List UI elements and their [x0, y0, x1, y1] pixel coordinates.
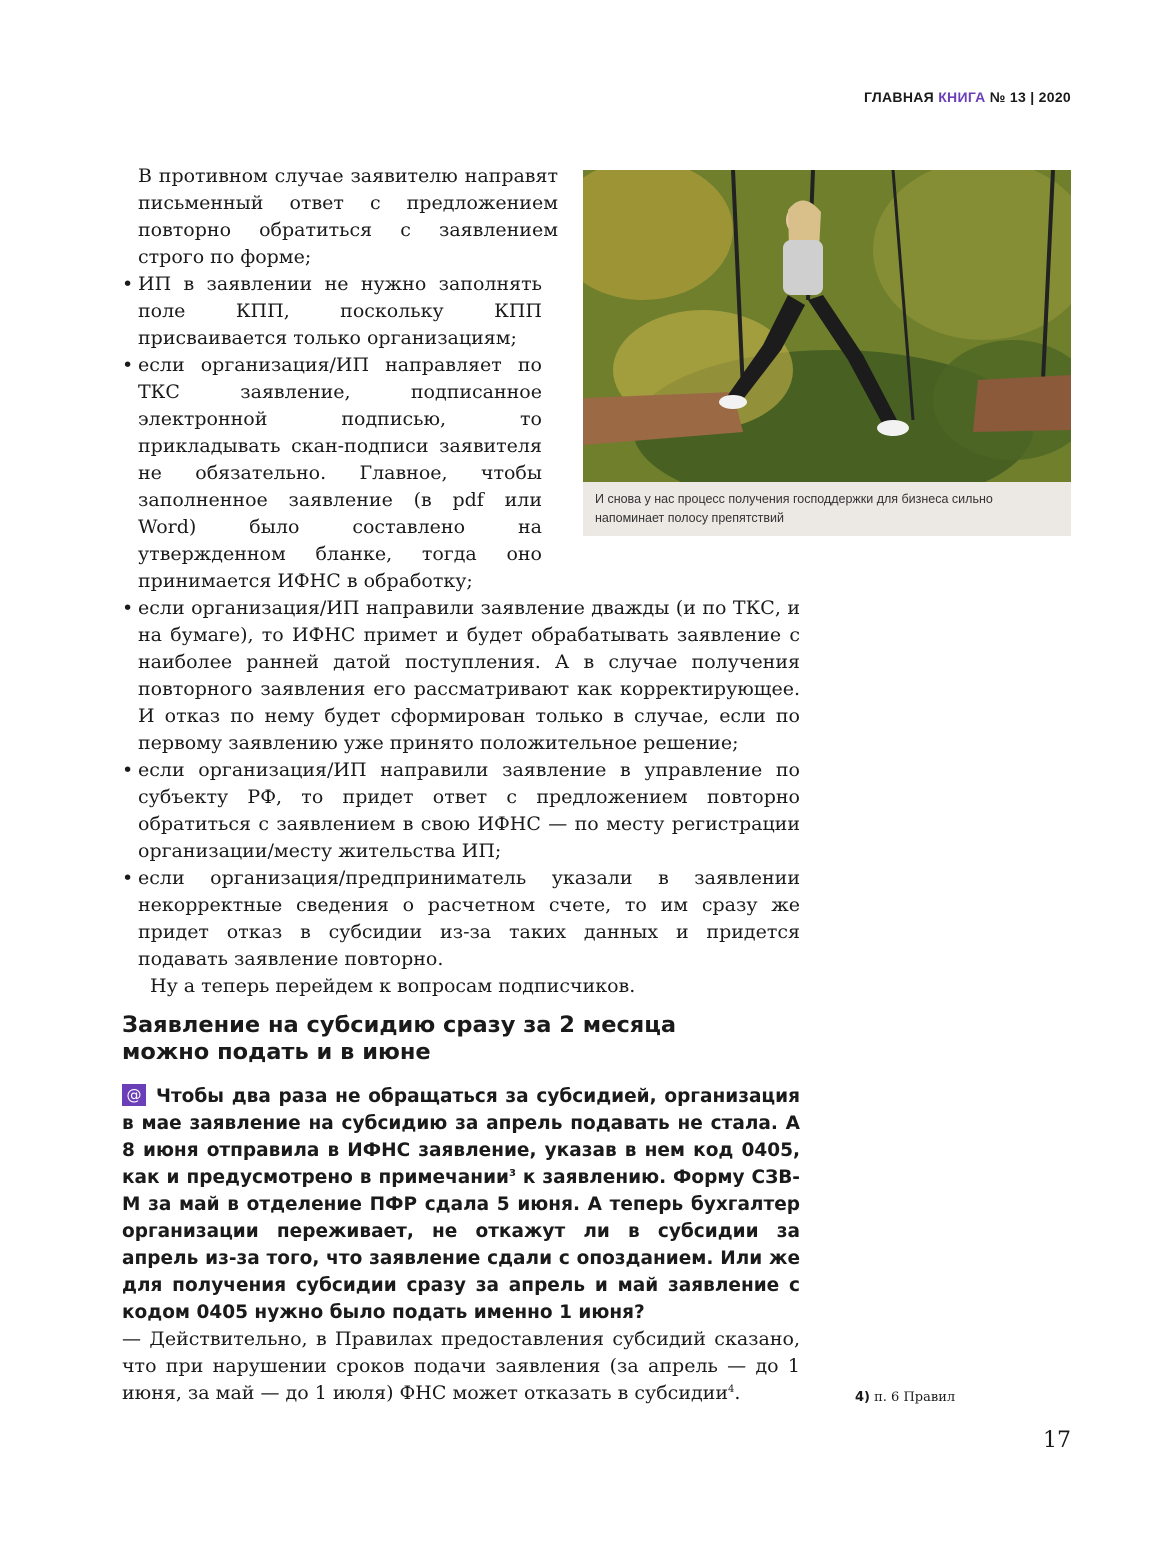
page-number: 17 — [1043, 1428, 1071, 1453]
question-at-icon: @ — [122, 1084, 146, 1106]
intro-paragraph: В противном случае заявителю направят письменный ответ с предложением повторно обратиться с заявлением строго по форме; — [138, 165, 558, 268]
footnote-text: п. 6 Правил — [870, 1390, 956, 1405]
question-footnote-ref: 3 — [509, 1168, 516, 1179]
magazine-header — [864, 89, 1071, 105]
reader-question — [122, 1083, 800, 1326]
list-item: • если организация/предприниматель указали в заявлении некорректные сведения о расчетном счете, то им сразу же придет отказ в субсидии из-за таких данных и придется подавать заявление повторно. — [122, 865, 800, 973]
list-item: • ИП в заявлении не нужно заполнять поле КПП, поскольку КПП присваивается только организациям; — [122, 271, 542, 352]
article-photo — [583, 170, 1071, 482]
header-title-accent: КНИГА — [938, 89, 986, 105]
question-text: Чтобы два раза не обращаться за субсидией, организация в мае заявление на субсидию за апрель подавать не стала. А 8 июня отправила в ИФНС заявление, указав в нем код 0405, как и предусмотрено в примечании — [122, 1086, 800, 1188]
list-item: • если организация/ИП направляет по ТКС заявление, подписанное электронной подписью, то прикладывать скан-подписи заявителя не обязательно. Главное, чтобы заполненное заявление (в pdf или Word) было составлено на утвержденном бланке, тогда оно принимается ИФНС в обработку; — [122, 352, 542, 595]
footnote — [855, 1390, 955, 1405]
photo-caption: И снова у нас процесс получения господдержки для бизнеса сильно напоминает полосу препятствий — [583, 482, 1071, 536]
list-item: • если организация/ИП направили заявление в управление по субъекту РФ, то придет ответ с предложением повторно обратиться с заявлением в свою ИФНС — по месту регистрации организации/месту жительства ИП; — [122, 757, 800, 865]
answer-footnote-ref: 4 — [728, 1384, 735, 1395]
header-title: ГЛАВНАЯ — [863, 89, 939, 105]
answer-text: — Действительно, в Правилах предоставления субсидий сказано, что при нарушении сроков подачи заявления (за апрель — до 1 июня, за май — до 1 июля) ФНС может отказать в субсидии — [122, 1328, 800, 1404]
question-text-cont: к заявлению. Форму СЗВ-М за май в отделение ПФР сдала 5 июня. А теперь бухгалтер организации переживает, не откажут ли в субсидии за апрель из-за того, что заявление сдали с опозданием. Или же для получения субсидии сразу за апрель и май заявление с кодом 0405 нужно было подать именно 1 июня? — [122, 1167, 800, 1323]
list-item: • если организация/ИП направили заявление дважды (и по ТКС, и на бумаге), то ИФНС примет и будет обрабатывать заявление с наиболее ранней датой поступления. А в случае получения повторного заявления его рассматривают как корректирующее. И отказ по нему будет сформирован только в случае, если по первому заявлению уже принято положительное решение; — [122, 595, 800, 757]
header-issue: № 13 | 2020 — [985, 89, 1071, 105]
closing-paragraph: Ну а теперь перейдем к вопросам подписчиков. — [150, 975, 636, 997]
answer-paragraph — [122, 1326, 800, 1407]
answer-text-end: . — [734, 1382, 741, 1404]
rope-course-illustration — [583, 170, 1071, 482]
section-heading: Заявление на субсидию сразу за 2 месяца можно подать и в июне — [122, 1012, 677, 1065]
footnote-number: 4) — [855, 1390, 870, 1405]
